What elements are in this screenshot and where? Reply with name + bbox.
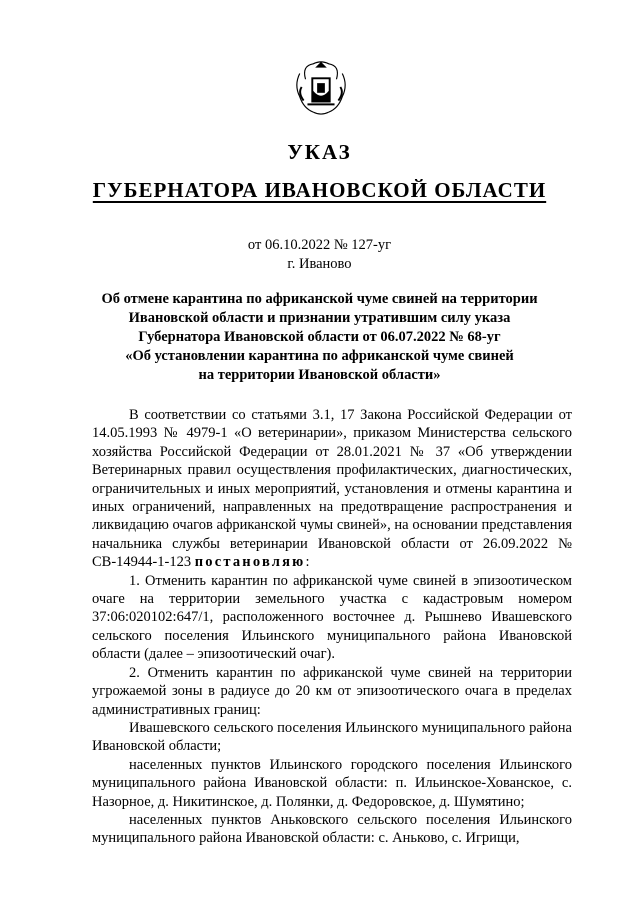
list-item: Ивашевского сельского поселения Ильинского муниципального района Ивановской области;	[92, 719, 572, 755]
decree-word: постановляю	[194, 554, 306, 571]
document-meta	[0, 236, 639, 274]
date-number: от 06.10.2022 № 127-уг	[247, 237, 392, 253]
document-body	[92, 406, 572, 848]
preamble-paragraph: В соответствии со статьями 3.1, 17 Закона Российской Федерации от 14.05.1993 № 4979-1 «О ветеринарии», приказом Министерства сельского хозяйства Российской Федерации от 28.01.2021 № 37 «Об утверждении Ветеринарных правил осуществления профилактических, диагностических, ограничительных и иных мероприятий, установления и отмены карантина и иных ограничений, направленных на предотвращение распространения и ликвидацию очагов африканской чумы свиней», на основании представления начальника службы ветеринарии Ивановской области от 26.09.2022 № СВ-14944-1-123 постановляю:	[92, 407, 572, 571]
clause-1: 1. Отменить карантин по африканской чуме свиней в эпизоотическом очаге на территории земельного участка с кадастровым номером 37:06:020102:647/1, расположенного восточнее д. Рышнево Ивашевского сельского поселения Ильинского муниципального района Ивановской области (далее – эпизоотический очаг).	[92, 572, 572, 663]
subject-line: Об отмене карантина по африканской чуме свиней на территории	[101, 291, 538, 307]
subject-line: Ивановской области и признании утратившим силу указа	[128, 310, 511, 326]
subject-line: Губернатора Ивановской области от 06.07.2022 № 68-уг	[138, 329, 501, 345]
subject-line: «Об установлении карантина по африканской чуме свиней	[125, 348, 514, 364]
document-subject	[92, 290, 547, 385]
clause-2: 2. Отменить карантин по африканской чуме свиней на территории угрожаемой зоны в радиусе до 20 км от эпизоотического очага в пределах административных границ:	[92, 664, 572, 718]
city: г. Иваново	[287, 256, 352, 272]
coat-of-arms-emblem	[292, 58, 350, 116]
list-item: населенных пунктов Ильинского городского поселения Ильинского муниципального района Ивановской области: п. Ильинское-Хованское, с. Назорное, д. Никитинское, д. Полянки, д. Федоровское, д. Шумятино;	[92, 756, 572, 810]
issuer-title: ГУБЕРНАТОРА ИВАНОВСКОЙ ОБЛАСТИ	[92, 178, 547, 202]
document-type-title: УКАЗ	[287, 140, 352, 164]
subject-line: на территории Ивановской области»	[198, 367, 441, 383]
list-item: населенных пунктов Аньковского сельского поселения Ильинского муниципального района Ивановской области: с. Аньково, с. Игрищи,	[92, 811, 572, 847]
